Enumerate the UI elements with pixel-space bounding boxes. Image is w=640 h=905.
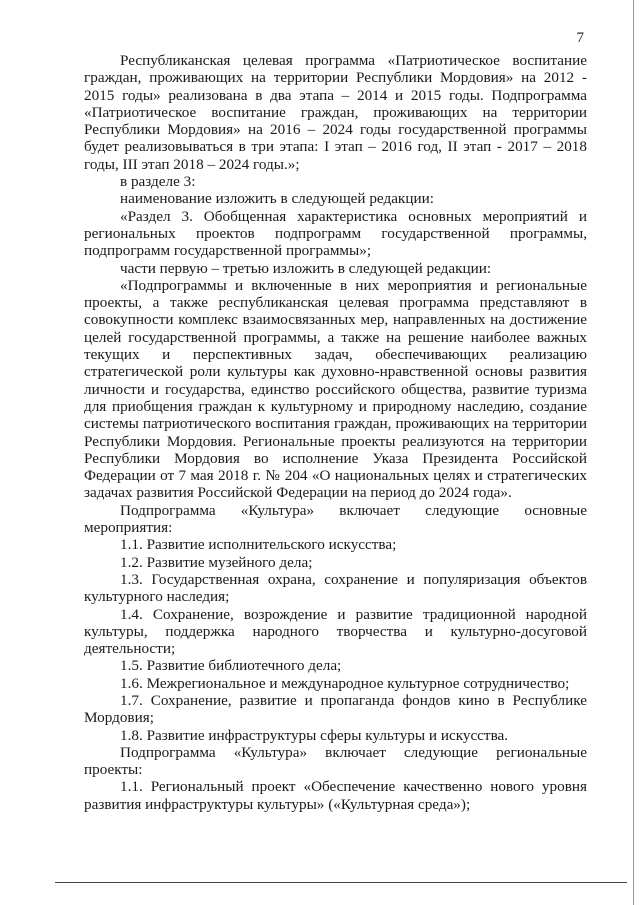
paragraph: наименование изложить в следующей редакции: bbox=[120, 190, 434, 208]
list-item: 1.4. Сохранение, возрождение и развитие традиционной народной культуры, поддержка народного творчества и культурно-досуговой деятельности; bbox=[84, 605, 587, 658]
list-item: 1.5. Развитие библиотечного дела; bbox=[120, 657, 342, 675]
paragraph: Подпрограмма «Культура» включает следующие региональные проекты: bbox=[84, 743, 587, 779]
paragraph: «Подпрограммы и включенные в них мероприятия и региональные проекты, а также республиканская целевая программа представляют в совокупности комплекс взаимосвязанных мер, направленных на достижение целей государственной программы, а также на решение наиболее важных текущих и перспективных задач, обеспечивающих реализацию стратегической роли культуры как духовно-нравственной основы развития личности и государства, единство российского общества, развитие туризма для приобщения граждан к культурному и природному наследию, создание системы патриотического воспитания граждан, проживающих на территории Республики Мордовия. Региональные проекты реализуются на территории Республики Мордовия во исполнение Указа Президента Российской Федерации от 7 мая 2018 г. № 204 «О национальных целях и стратегических задачах развития Российской Федерации на период до 2024 года». bbox=[84, 276, 587, 502]
list-item: 1.1. Развитие исполнительского искусства; bbox=[120, 536, 397, 554]
page-edge-line bbox=[633, 0, 634, 905]
list-item: 1.3. Государственная охрана, сохранение и популяризация объектов культурного наследия; bbox=[84, 570, 587, 606]
paragraph: Подпрограмма «Культура» включает следующие основные мероприятия: bbox=[84, 501, 587, 537]
scan-edge-line bbox=[55, 882, 627, 883]
paragraph: Республиканская целевая программа «Патриотическое воспитание граждан, проживающих на территории Республики Мордовия» на 2012 - 2015 годы» реализована в два этапа – 2014 и 2015 годы. Подпрограмма «Патриотическое воспитание граждан, проживающих на территории Республики Мордовия» на 2016 – 2024 годы государственной программы будет реализовываться в три этапа: I этап – 2016 год, II этап - 2017 – 2018 годы, III этап 2018 – 2024 годы.»; bbox=[84, 52, 587, 173]
list-item: 1.7. Сохранение, развитие и пропаганда фондов кино в Республике Мордовия; bbox=[84, 691, 587, 727]
document-body bbox=[84, 52, 587, 813]
page-number: 7 bbox=[576, 30, 584, 46]
list-item: 1.8. Развитие инфраструктуры сферы культуры и искусства. bbox=[120, 726, 509, 744]
paragraph: «Раздел 3. Обобщенная характеристика основных мероприятий и региональных проектов подпрограмм государственной программы, подпрограмм государственной программы»; bbox=[84, 207, 587, 260]
paragraph: части первую – третью изложить в следующей редакции: bbox=[120, 259, 492, 277]
list-item: 1.6. Межрегиональное и международное культурное сотрудничество; bbox=[120, 674, 570, 692]
list-item: 1.2. Развитие музейного дела; bbox=[120, 553, 313, 571]
list-item: 1.1. Региональный проект «Обеспечение качественно нового уровня развития инфраструктуры культуры» («Культурная среда»); bbox=[84, 778, 587, 813]
paragraph: в разделе 3: bbox=[120, 173, 196, 191]
